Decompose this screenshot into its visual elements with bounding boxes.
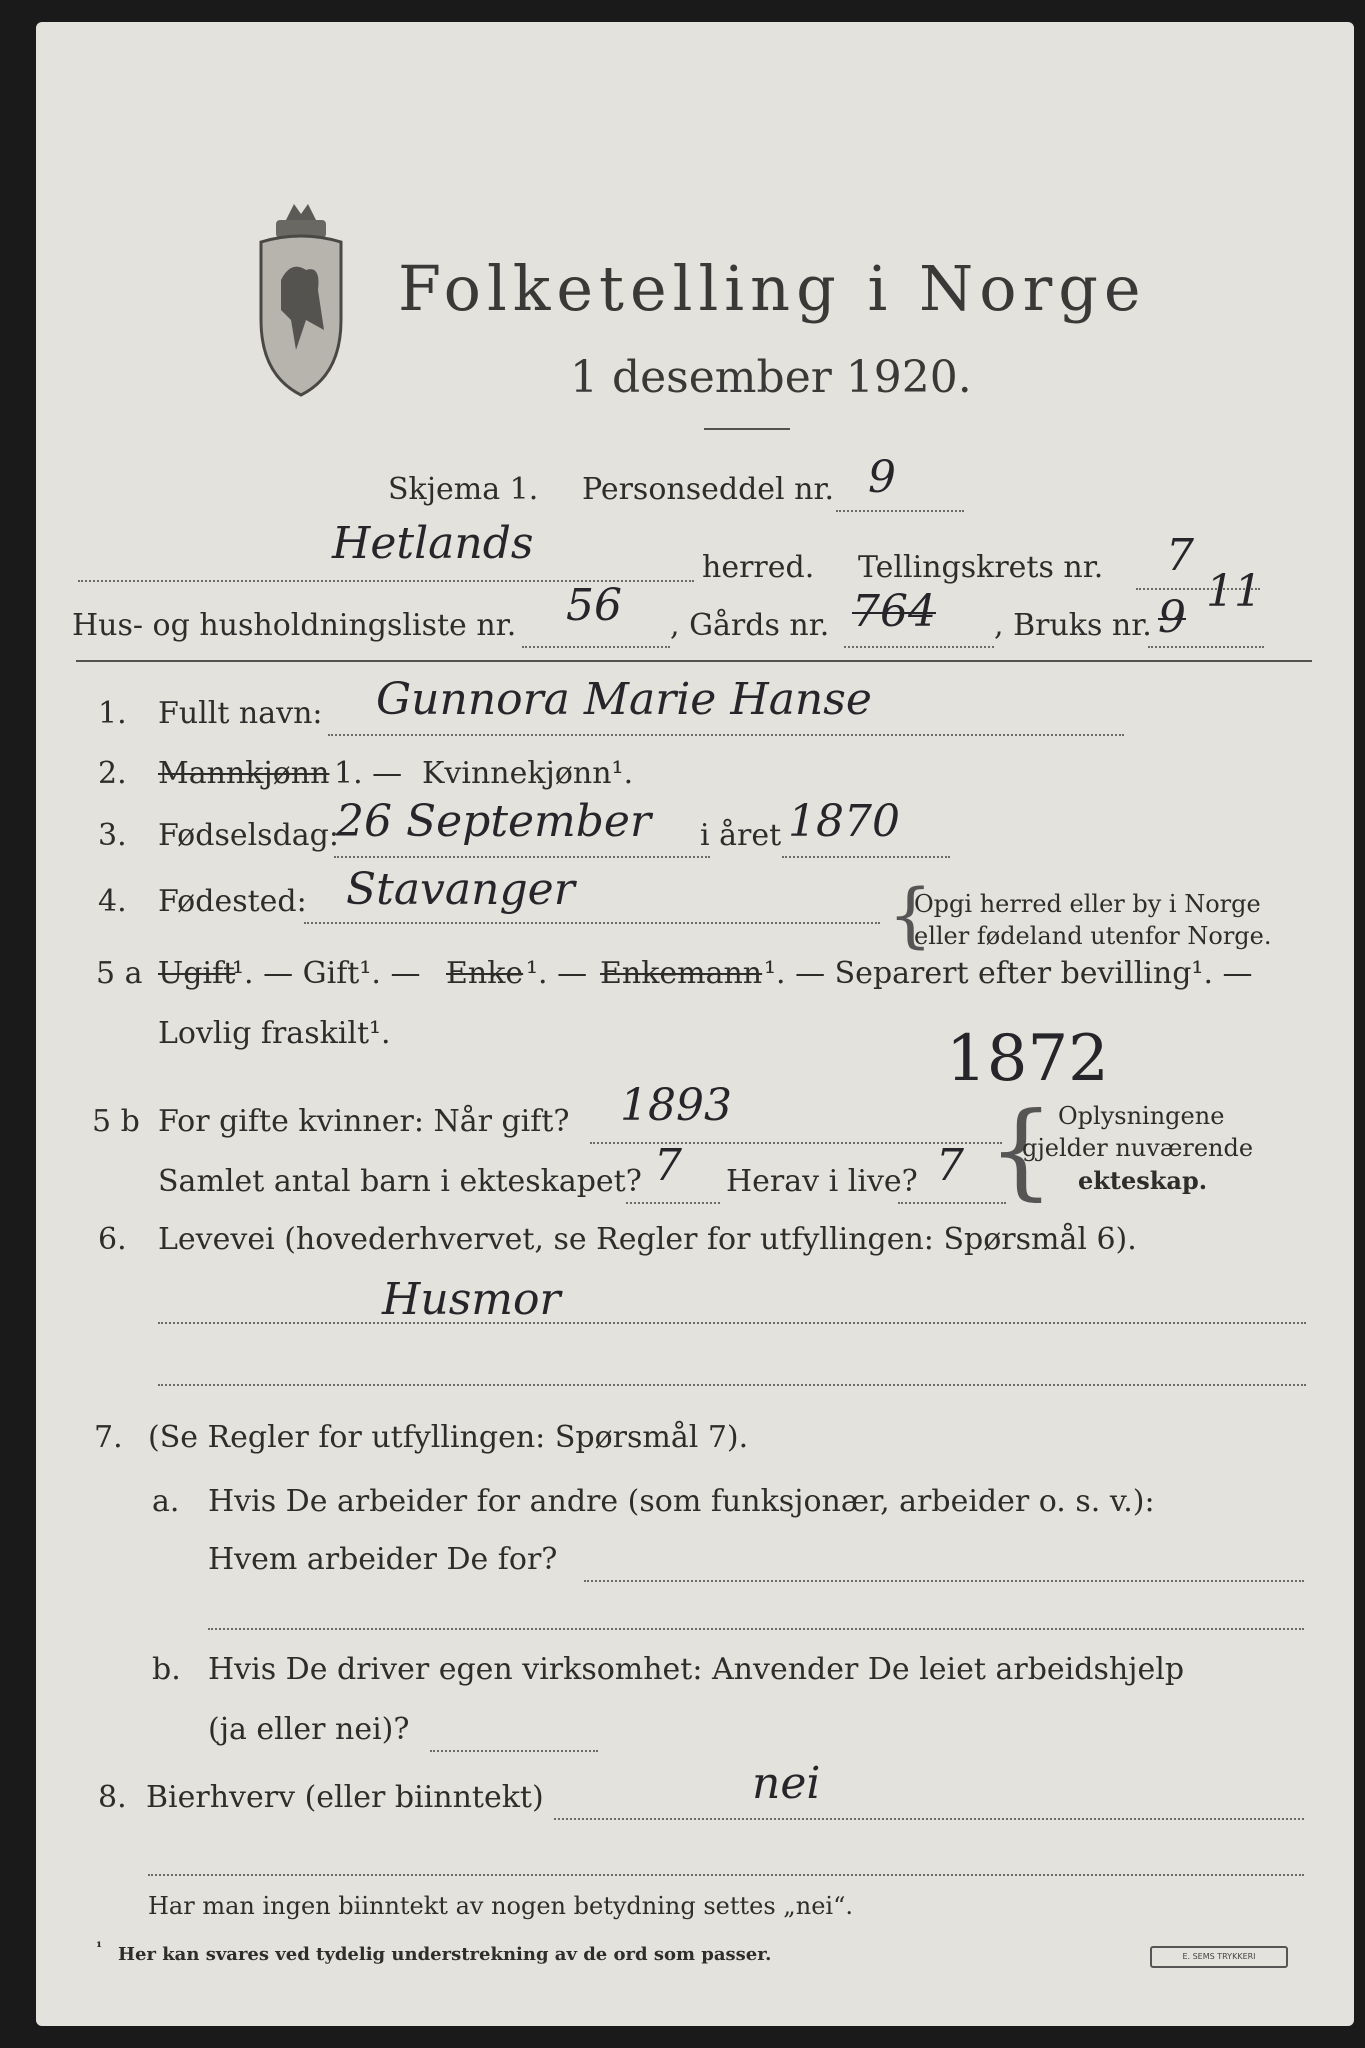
employer-field-line-1 bbox=[584, 1580, 1304, 1582]
mannkjonn-option[interactable]: Mannkjønn bbox=[158, 756, 330, 791]
q1-label: Fullt navn: bbox=[158, 696, 323, 731]
enkemann-option[interactable]: Enkemann bbox=[600, 956, 763, 991]
children-value[interactable]: 7 bbox=[654, 1140, 682, 1191]
q8-number: 8. bbox=[98, 1780, 127, 1815]
birthday-value[interactable]: 26 September bbox=[336, 796, 652, 847]
gards-value[interactable]: 764 bbox=[852, 586, 936, 637]
q3-label: Fødselsdag: bbox=[158, 818, 339, 853]
personseddel-field-line bbox=[836, 510, 964, 512]
bruks-value[interactable]: 11 bbox=[1206, 566, 1262, 617]
birthplace-note-brace: { bbox=[888, 874, 933, 956]
q4-number: 4. bbox=[98, 884, 127, 919]
employer-field-line-2 bbox=[208, 1628, 1304, 1630]
q6-number: 6. bbox=[98, 1222, 127, 1257]
q7a-letter: a. bbox=[152, 1484, 180, 1519]
side-income-value[interactable]: nei bbox=[752, 1758, 821, 1809]
birthplace-field-line bbox=[304, 922, 880, 924]
norwegian-coat-of-arms-icon bbox=[236, 190, 366, 410]
year-label: i året bbox=[700, 818, 782, 853]
personseddel-value[interactable]: 9 bbox=[868, 452, 896, 503]
birthplace-value[interactable]: Stavanger bbox=[346, 864, 575, 915]
gift-option[interactable]: ¹. — Gift¹. — bbox=[232, 956, 421, 991]
q6-label: Levevei (hovederhvervet, se Regler for utfyllingen: Spørsmål 6). bbox=[158, 1222, 1137, 1257]
q7b-letter: b. bbox=[152, 1652, 181, 1687]
q7-label: (Se Regler for utfyllingen: Spørsmål 7). bbox=[148, 1420, 749, 1455]
birthplace-note-line1: Opgi herred eller by i Norge bbox=[914, 890, 1261, 918]
occupation-field-line-1 bbox=[158, 1322, 1306, 1324]
year-field-line bbox=[782, 856, 950, 858]
herred-label: herred. bbox=[702, 550, 815, 585]
bruks-label: , Bruks nr. bbox=[994, 608, 1152, 643]
marriage-note-line3: ekteskap. bbox=[1078, 1166, 1208, 1195]
q7a-question: Hvem arbeider De for? bbox=[208, 1542, 558, 1577]
full-name-value[interactable]: Gunnora Marie Hanse bbox=[376, 674, 872, 725]
side-income-field-line-2 bbox=[148, 1874, 1304, 1876]
q2-number: 2. bbox=[98, 756, 127, 791]
tellingskrets-value[interactable]: 7 bbox=[1166, 530, 1194, 581]
hus-label: Hus- og husholdningsliste nr. bbox=[72, 608, 517, 643]
birthday-field-line bbox=[334, 856, 710, 858]
ugift-option[interactable]: Ugift bbox=[158, 956, 236, 991]
occupation-value[interactable]: Husmor bbox=[382, 1274, 561, 1325]
occupation-field-line-2 bbox=[158, 1384, 1306, 1386]
children-field-line bbox=[626, 1202, 720, 1204]
q5a-separator: ¹. — bbox=[526, 956, 588, 991]
marriage-note-line1: Oplysningene bbox=[1058, 1102, 1225, 1130]
q7a-text: Hvis De arbeider for andre (som funksjonær, arbeider o. s. v.): bbox=[208, 1484, 1155, 1519]
form-title: Folketelling i Norge bbox=[398, 252, 1147, 325]
herred-value[interactable]: Hetlands bbox=[332, 518, 534, 569]
q7b-text: Hvis De driver egen virksomhet: Anvender De leiet arbeidshjelp bbox=[208, 1652, 1185, 1687]
gards-label: , Gårds nr. bbox=[670, 608, 830, 643]
enke-option[interactable]: Enke bbox=[446, 956, 524, 991]
q5a-number: 5 a bbox=[96, 956, 143, 991]
bruks-value-struck: 9 bbox=[1158, 592, 1186, 643]
printer-stamp: E. SEMS TRYKKERI bbox=[1150, 1946, 1288, 1968]
birthplace-note-line2: eller fødeland utenfor Norge. bbox=[914, 922, 1272, 950]
married-when-label: For gifte kvinner: Når gift? bbox=[158, 1104, 570, 1139]
full-name-field-line bbox=[328, 734, 1124, 736]
year-value[interactable]: 1870 bbox=[788, 796, 900, 847]
q4-label: Fødested: bbox=[158, 884, 307, 919]
hired-help-field-line bbox=[430, 1750, 598, 1752]
hus-field-line bbox=[522, 646, 670, 648]
gards-field-line bbox=[844, 646, 994, 648]
q2-separator: 1. — bbox=[334, 756, 403, 791]
title-divider bbox=[704, 428, 790, 430]
q3-number: 3. bbox=[98, 818, 127, 853]
side-income-field-line bbox=[554, 1818, 1304, 1820]
bruks-field-line bbox=[1148, 646, 1264, 648]
personseddel-label: Personseddel nr. bbox=[582, 472, 835, 507]
q1-number: 1. bbox=[98, 696, 127, 731]
census-date: 1 desember 1920. bbox=[570, 352, 972, 403]
married-when-value[interactable]: 1893 bbox=[620, 1080, 732, 1131]
census-form bbox=[36, 22, 1354, 2026]
marriage-note-line2: gjelder nuværende bbox=[1022, 1134, 1254, 1162]
separert-option[interactable]: ¹. — Separert efter bevilling¹. — bbox=[764, 956, 1253, 991]
alive-value[interactable]: 7 bbox=[936, 1140, 964, 1191]
alive-label: Herav i live? bbox=[726, 1164, 918, 1199]
q8-label: Bierhverv (eller biinntekt) bbox=[146, 1780, 544, 1815]
fraskilt-option[interactable]: Lovlig fraskilt¹. bbox=[158, 1016, 391, 1051]
q5b-number: 5 b bbox=[92, 1104, 140, 1139]
tellingskrets-label: Tellingskrets nr. bbox=[858, 550, 1104, 585]
children-label: Samlet antal barn i ekteskapet? bbox=[158, 1164, 642, 1199]
header-divider bbox=[76, 660, 1312, 662]
marriage-annotation: 1872 bbox=[946, 1022, 1109, 1096]
q7-number: 7. bbox=[94, 1420, 123, 1455]
footnote-mark: ¹ bbox=[96, 1940, 103, 1956]
hus-value[interactable]: 56 bbox=[566, 580, 622, 631]
marriage-note-brace: { bbox=[988, 1089, 1055, 1211]
side-income-note: Har man ingen biinntekt av nogen betydning settes „nei“. bbox=[148, 1892, 853, 1920]
kvinnekjonn-option[interactable]: Kvinnekjønn¹. bbox=[422, 756, 634, 791]
skjema-label: Skjema 1. bbox=[388, 472, 539, 507]
footnote: Her kan svares ved tydelig understrekning av de ord som passer. bbox=[118, 1944, 772, 1965]
q7b-question: (ja eller nei)? bbox=[208, 1712, 410, 1747]
